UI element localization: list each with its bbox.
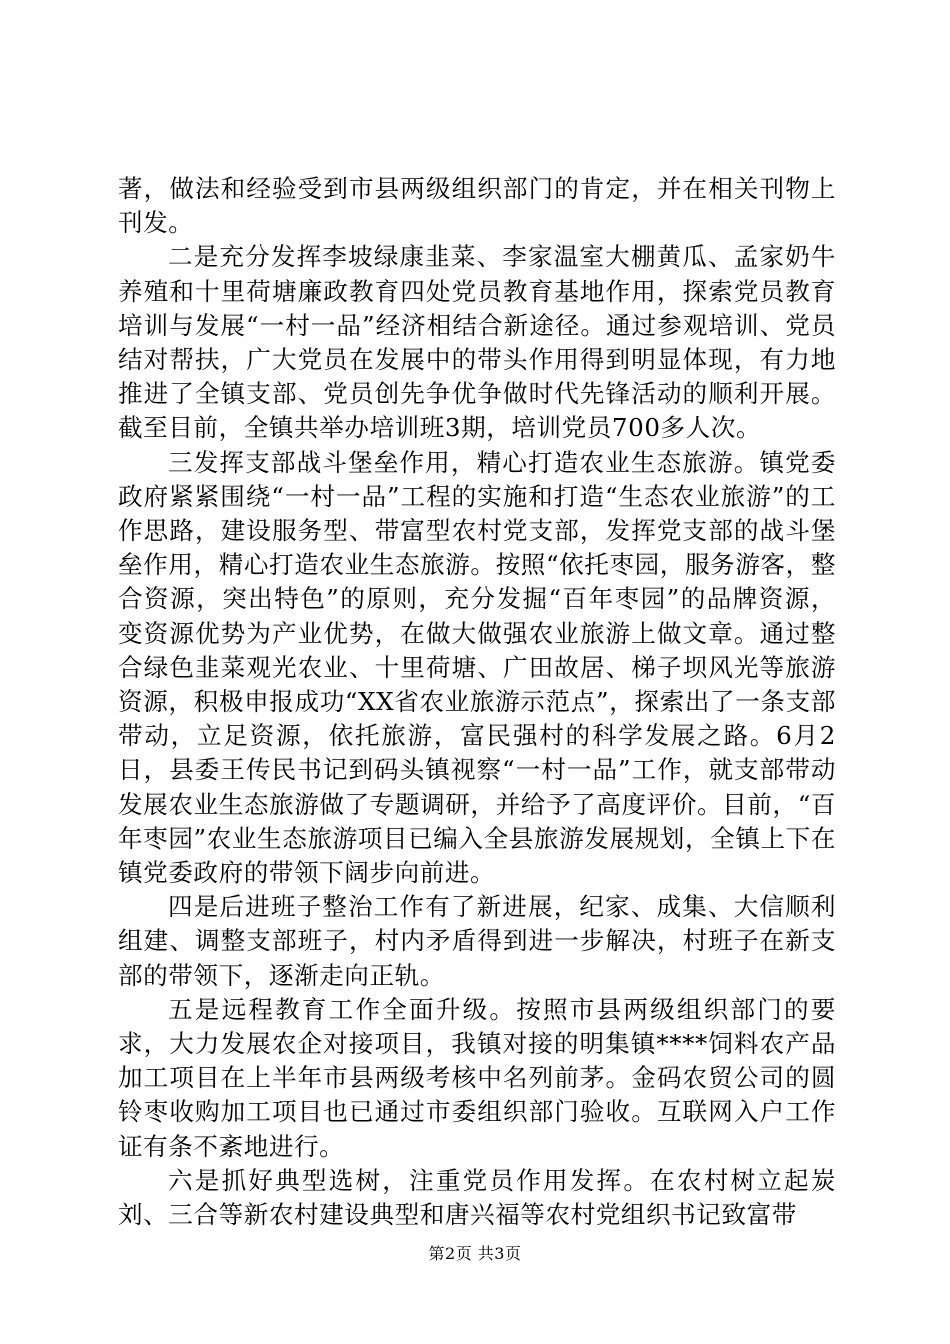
paragraph-item-two: 二是充分发挥李坡绿康韭菜、李家温室大棚黄瓜、孟家奶牛养殖和十里荷塘廉政教育四处党员教育基地作用，探索党员教育培训与发展“一村一品”经济相结合新途径。通过参观培训、党员结对帮扶，广大党员在发展中的带头作用得到明显体现，有力地推进了全镇支部、党员创先争优争做时代先锋活动的顺利开展。截至目前，全镇共举办培训班3期，培训党员700多人次。	[118, 242, 836, 443]
paragraph-item-five: 五是远程教育工作全面升级。按照市县两级组织部门的要求，大力发展农企对接项目，我镇对接的明集镇****饲料农产品加工项目在上半年市县两级考核中名列前茅。金码农贸公司的圆铃枣收购加工项目也已通过市委组织部门验收。互联网入户工作证有条不紊地进行。	[118, 994, 836, 1161]
paragraph-item-four: 四是后进班子整治工作有了新进展，纪家、成集、大信顺利组建、调整支部班子，村内矛盾得到进一步解决，村班子在新支部的带领下，逐渐走向正轨。	[118, 892, 836, 990]
paragraph-continuation: 著，做法和经验受到市县两级组织部门的肯定，并在相关刊物上刊发。	[118, 174, 836, 238]
document-body	[118, 172, 836, 1232]
paragraph-item-six: 六是抓好典型选树，注重党员作用发挥。在农村树立起炭刘、三合等新农村建设典型和唐兴福等农村党组织书记致富带	[118, 1165, 836, 1230]
page-footer: 第2页 共3页	[428, 1244, 522, 1263]
paragraph-item-three: 三发挥支部战斗堡垒作用，精心打造农业生态旅游。镇党委政府紧紧围绕“一村一品”工程的实施和打造“生态农业旅游”的工作思路，建设服务型、带富型农村党支部，发挥党支部的战斗堡垒作用，精心打造农业生态旅游。按照“依托枣园，服务游客，整合资源，突出特色”的原则，充分发掘“百年枣园”的品牌资源，变资源优势为产业优势，在做大做强农业旅游上做文章。通过整合绿色韭菜观光农业、十里荷塘、广田故居、梯子坝风光等旅游资源，积极申报成功“XX省农业旅游示范点”，探索出了一条支部带动，立足资源，依托旅游，富民强村的科学发展之路。6月2日，县委王传民书记到码头镇视察“一村一品”工作，就支部带动发展农业生态旅游做了专题调研，并给予了高度评价。目前，“百年枣园”农业生态旅游项目已编入全县旅游发展规划，全镇上下在镇党委政府的带领下阔步向前进。	[118, 447, 836, 888]
